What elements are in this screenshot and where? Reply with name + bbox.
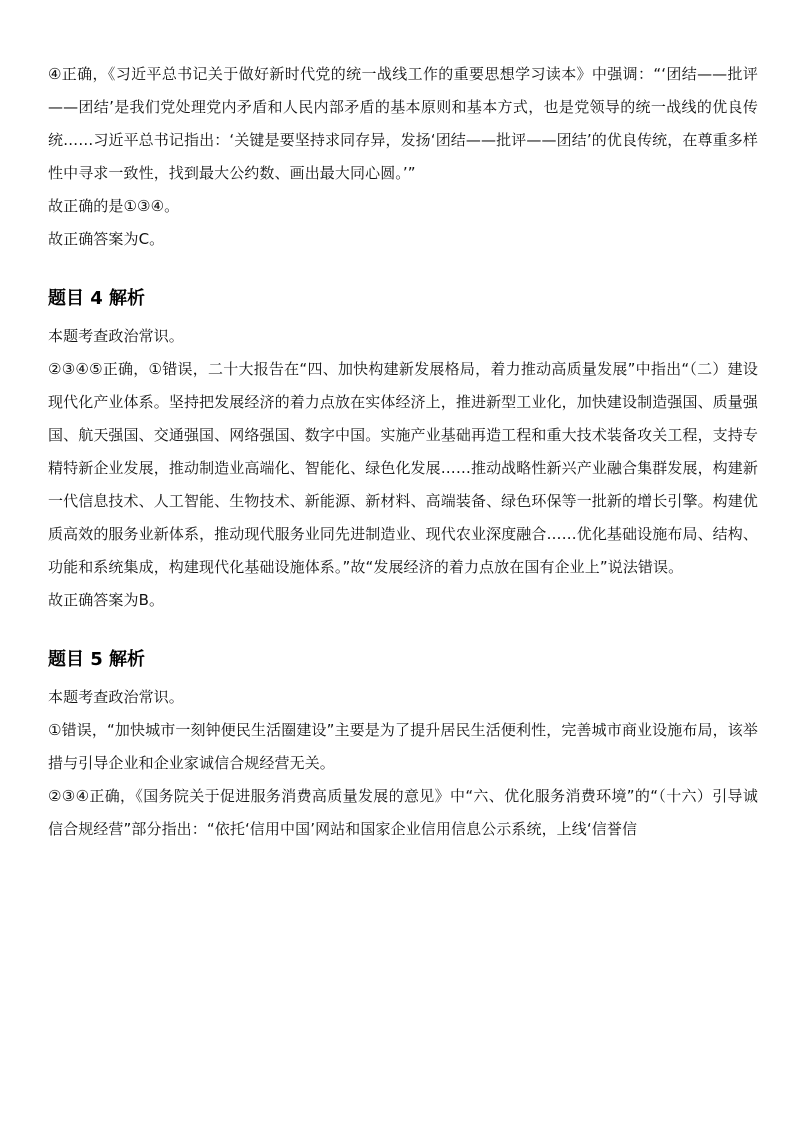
paragraph-correct-choices: 故正确的是①③④。 xyxy=(48,197,180,215)
paragraph-q5-point-1: ①错误，“加快城市一刻钟便民生活圈建设”主要是为了提升居民生活便利性，完善城市商业设施布局，该举措与引导企业和企业家诚信合规经营无关。 xyxy=(48,721,758,772)
heading-question-5-analysis: 题目 5 解析 xyxy=(48,649,146,670)
paragraph-answer-q3: 故正确答案为C。 xyxy=(48,230,165,248)
paragraph-point-4-correct: ④正确，《习近平总书记关于做好新时代党的统一战线工作的重要思想学习读本》中强调：“‘团结——批评——团结’是我们党处理党内矛盾和人民内部矛盾的基本原则和基本方式，也是党领导的统一战线的优良传统……习近平总书记指出：‘关键是要坚持求同存异，发扬‘团结——批评——团结’的优良传统，在尊重多样性中寻求一致性，找到最大公约数、画出最大同心圆。’” xyxy=(48,65,758,182)
paragraph-q4-explanation: ②③④⑤正确，①错误，二十大报告在“四、加快构建新发展格局，着力推动高质量发展”中指出“（二）建设现代化产业体系。坚持把发展经济的着力点放在实体经济上，推进新型工业化，加快建设制造强国、质量强国、航天强国、交通强国、网络强国、数字中国。实施产业基础再造工程和重大技术装备攻关工程，支持专精特新企业发展，推动制造业高端化、智能化、绿色化发展……推动战略性新兴产业融合集群发展，构建新一代信息技术、人工智能、生物技术、新能源、新材料、高端装备、绿色环保等一批新的增长引擎。构建优质高效的服务业新体系，推动现代服务业同先进制造业、现代农业深度融合……优化基础设施布局、结构、功能和系统集成，构建现代化基础设施体系。”故“发展经济的着力点放在国有企业上”说法错误。 xyxy=(48,360,758,576)
document-page xyxy=(48,58,758,846)
heading-question-4-analysis: 题目 4 解析 xyxy=(48,288,146,309)
paragraph-q5-points-2-3-4: ②③④正确，《国务院关于促进服务消费高质量发展的意见》中“六、优化服务消费环境”的“（十六）引导诚信合规经营”部分指出：“依托‘信用中国’网站和国家企业信用信息公示系统，上线‘信誉信 xyxy=(48,787,758,838)
paragraph-q5-topic: 本题考查政治常识。 xyxy=(48,688,184,706)
paragraph-answer-q4: 故正确答案为B。 xyxy=(48,591,165,609)
paragraph-q4-topic: 本题考查政治常识。 xyxy=(48,327,184,345)
